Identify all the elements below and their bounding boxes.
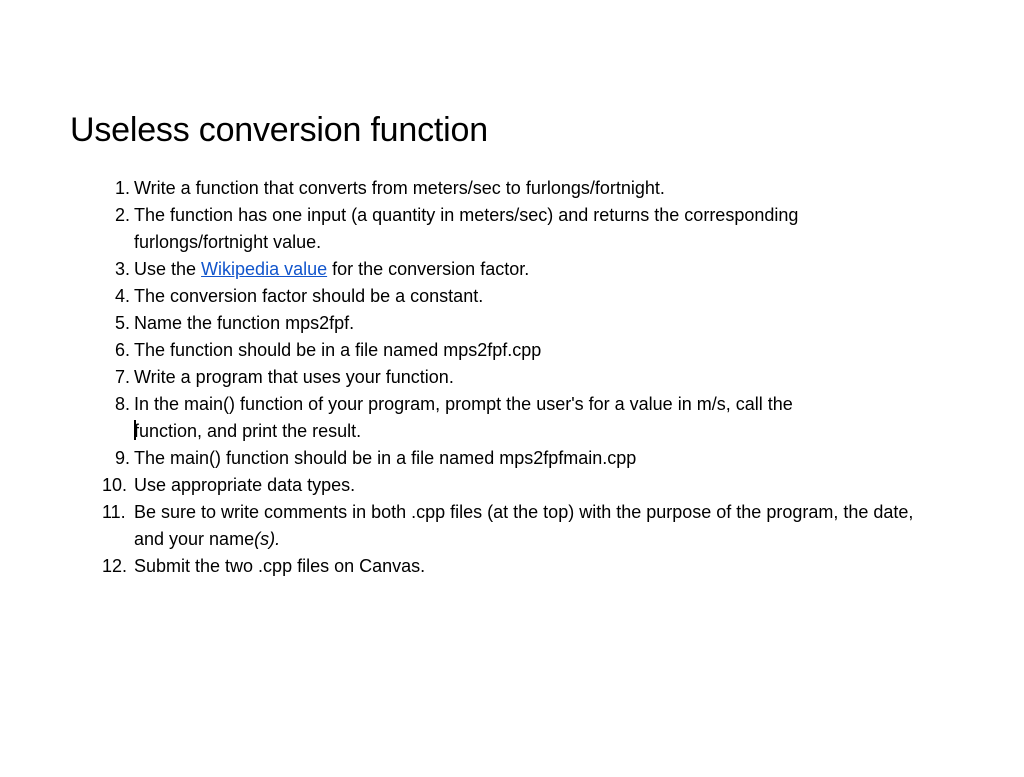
- wikipedia-value-link[interactable]: Wikipedia value: [201, 259, 328, 279]
- list-number: 9.: [114, 448, 130, 468]
- list-number: 8.: [114, 394, 130, 414]
- list-item-text: Write a program that uses your function.: [134, 367, 454, 387]
- list-number: 7.: [114, 367, 130, 387]
- list-item: [96, 553, 916, 580]
- list-item: [96, 391, 916, 445]
- list-item-text: Use appropriate data types.: [134, 475, 356, 495]
- list-item: [96, 283, 916, 310]
- list-number: 3.: [114, 259, 130, 279]
- list-item: [96, 445, 916, 472]
- list-item: [96, 175, 916, 202]
- list-item-text: The conversion factor should be a constant.: [134, 286, 484, 306]
- list-item-text-italic: (s).: [254, 529, 281, 549]
- list-number: 11.: [102, 502, 126, 522]
- list-item: [96, 202, 916, 256]
- list-item-text-before: Use the: [134, 259, 202, 279]
- list-item: [96, 499, 916, 553]
- list-item: [96, 364, 916, 391]
- list-number: 12.: [102, 556, 128, 576]
- list-number: 6.: [114, 340, 130, 360]
- list-item-text-line2: function, and print the result.: [134, 421, 362, 441]
- page-title: Useless conversion function: [70, 111, 488, 149]
- list-item: [96, 472, 916, 499]
- list-number: 2.: [114, 205, 130, 225]
- list-item-text: The function has one input (a quantity in meters/sec) and returns the corresponding furlongs/fortnight value.: [134, 205, 799, 252]
- list-item-text-after: for the conversion factor.: [327, 259, 530, 279]
- list-item-text: The main() function should be in a file named mps2fpfmain.cpp: [134, 448, 637, 468]
- list-item: [96, 337, 916, 364]
- list-item-text: The function should be in a file named mps2fpf.cpp: [134, 340, 542, 360]
- list-item: [96, 256, 916, 283]
- list-number: 4.: [114, 286, 130, 306]
- list-number: 1.: [114, 178, 130, 198]
- list-item-text: Name the function mps2fpf.: [134, 313, 355, 333]
- instruction-list: [96, 175, 916, 580]
- list-item-text-line1: In the main() function of your program, prompt the user's for a value in m/s, call the: [134, 394, 793, 414]
- list-item-text: Submit the two .cpp files on Canvas.: [134, 556, 426, 576]
- list-item: [96, 310, 916, 337]
- list-item-text-before: Be sure to write comments in both .cpp files (at the top) with the purpose of the program, the date, and your name: [134, 502, 914, 549]
- list-number: 5.: [114, 313, 130, 333]
- list-item-text: Write a function that converts from meters/sec to furlongs/fortnight.: [134, 178, 665, 198]
- list-number: 10.: [102, 475, 128, 495]
